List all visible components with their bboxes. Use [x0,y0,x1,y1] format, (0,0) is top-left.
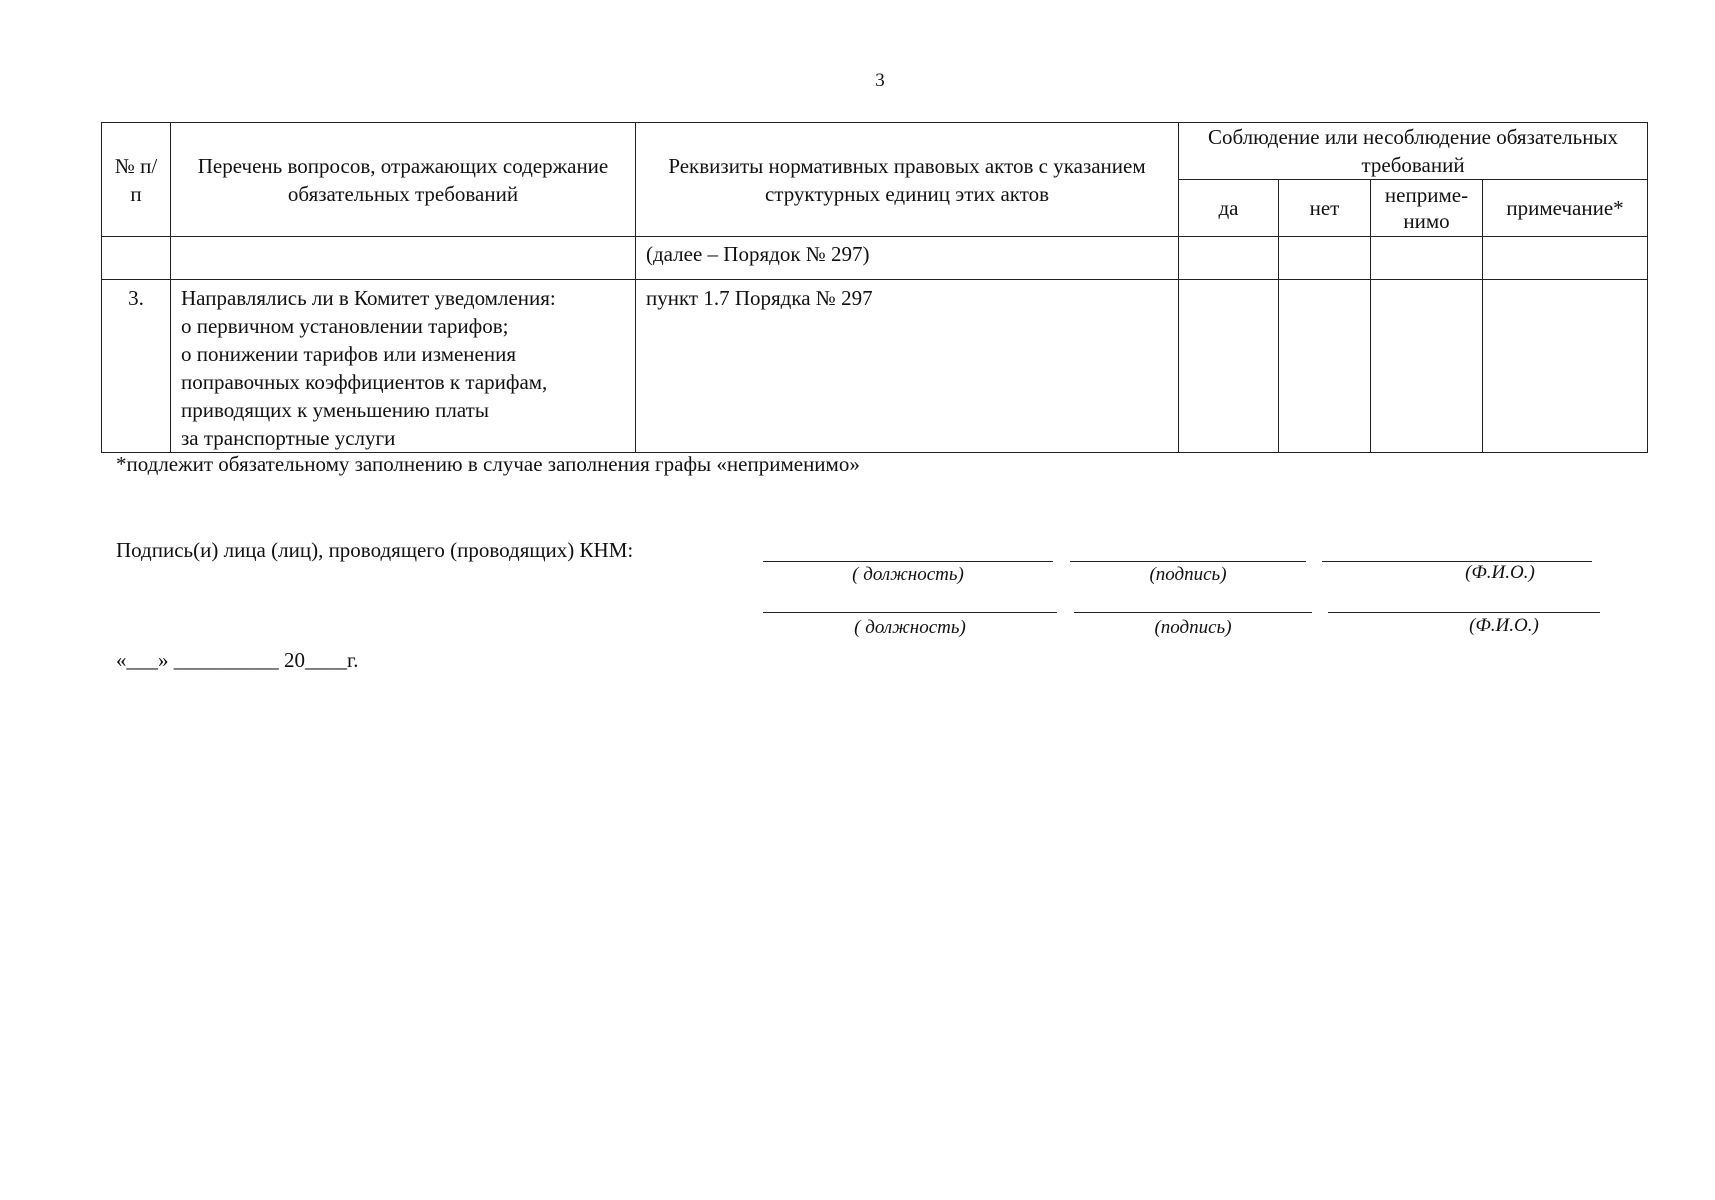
caption-signature: (подпись) [1149,564,1227,585]
header-num [102,123,171,237]
table-row [102,280,1648,453]
header-questions [171,123,636,237]
header-no [1279,180,1371,237]
caption-position: ( должность) [852,564,964,585]
cell-not-applicable[interactable] [1371,237,1483,280]
question-line: приводящих к уменьшению платы [181,398,489,422]
position-line[interactable] [763,561,1053,562]
checklist-table [101,122,1648,453]
signature-line[interactable] [1074,612,1312,613]
row-reference: пункт 1.7 Порядка № 297 [636,280,1179,453]
signature-line[interactable] [1070,561,1306,562]
cell-note[interactable] [1483,280,1648,453]
header-yes-label: да [1218,196,1239,220]
cell-yes[interactable] [1179,280,1279,453]
caption-signature: (подпись) [1154,617,1232,638]
cell-yes[interactable] [1179,237,1279,280]
row-num [102,237,171,280]
name-line[interactable] [1328,612,1600,613]
header-compliance-label: Соблюдение или несоблюдение обязательных требований [1208,125,1619,177]
date-line[interactable]: «___» __________ 20____г. [116,648,359,672]
table-row [102,237,1648,280]
caption-name: (Ф.И.О.) [1465,562,1535,583]
header-num-label: № п/п [114,153,158,206]
header-yes [1179,180,1279,237]
question-line: за транспортные услуги [181,426,396,450]
header-note [1483,180,1648,237]
row-question [171,280,636,453]
cell-note[interactable] [1483,237,1648,280]
question-line: о понижении тарифов или изменения [181,342,516,366]
page-number: 3 [875,70,885,91]
signature-label: Подпись(и) лица (лиц), проводящего (проводящих) КНМ: [116,538,634,562]
position-line[interactable] [763,612,1057,613]
caption-name: (Ф.И.О.) [1469,615,1539,636]
header-no-label: нет [1309,196,1340,220]
header-references [636,123,1179,237]
header-references-label: Реквизиты нормативных правовых актов с указанием структурных единиц этих актов [668,153,1146,206]
row-num: 3. [102,280,171,453]
cell-not-applicable[interactable] [1371,280,1483,453]
row-question [171,237,636,280]
row-reference: (далее – Порядок № 297) [636,237,1179,280]
question-line: Направлялись ли в Комитет уведомления: [181,286,556,310]
header-questions-label: Перечень вопросов, отражающих содержание обязательных требований [197,153,609,206]
header-note-label: примечание* [1506,196,1624,220]
header-not-applicable-label: неприме- нимо [1384,183,1469,233]
cell-no[interactable] [1279,237,1371,280]
question-line: о первичном установлении тарифов; [181,314,509,338]
caption-position: ( должность) [854,617,966,638]
header-not-applicable [1371,180,1483,237]
cell-no[interactable] [1279,280,1371,453]
footnote: *подлежит обязательному заполнению в случае заполнения графы «неприменимо» [116,452,860,476]
header-compliance-group [1179,123,1648,180]
question-line: поправочных коэффициентов к тарифам, [181,370,548,394]
